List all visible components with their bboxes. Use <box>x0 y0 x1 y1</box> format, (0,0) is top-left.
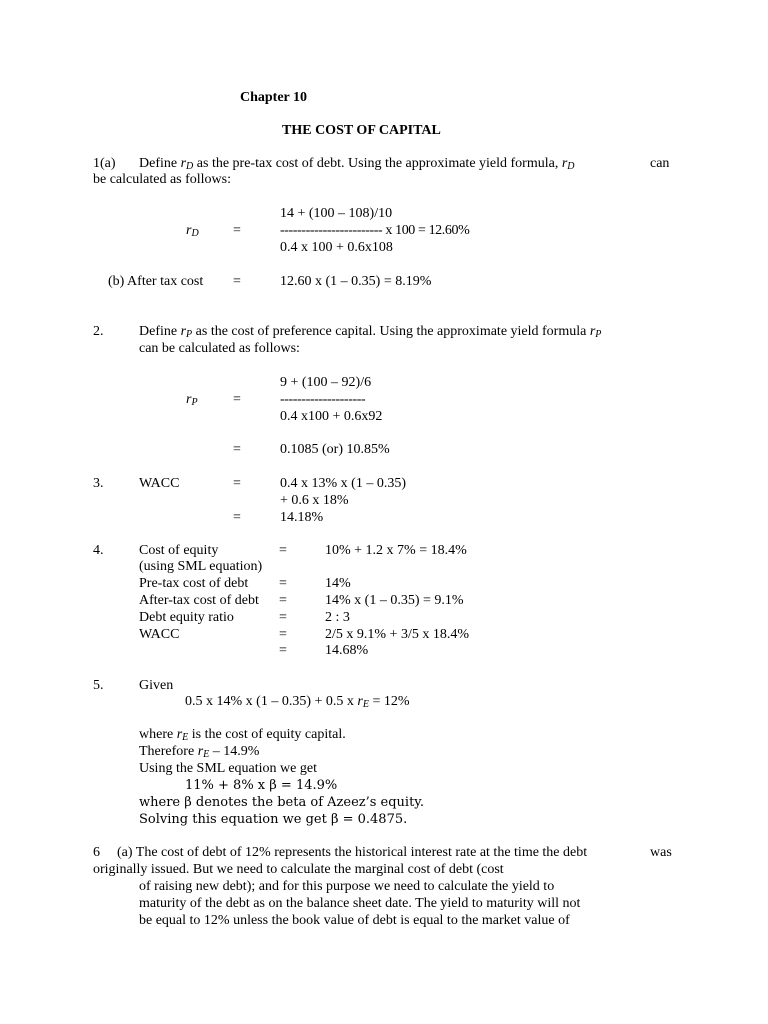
question-6-line-1-end: was <box>650 845 672 860</box>
question-2-text-line2: can be calculated as follows: <box>139 341 300 356</box>
question-2-text: Define rP as the cost of preference capital. Using the approximate yield formula rP <box>139 324 602 340</box>
row-value: 2 : 3 <box>325 610 350 625</box>
row-value: 2/5 x 9.1% + 3/5 x 18.4% <box>325 627 469 642</box>
variable-rd: rD <box>186 223 199 239</box>
formula-divider: ------------------------ x 100 = 12.60% <box>280 223 470 238</box>
equals-sign: = <box>279 593 287 608</box>
question-6-line-4: maturity of the debt as on the balance sheet date. The yield to maturity will not <box>139 896 581 911</box>
row-value: 14.68% <box>325 643 369 658</box>
formula-result: 0.1085 (or) 10.85% <box>280 442 390 457</box>
sml-line: Using the SML equation we get <box>139 761 317 776</box>
formula-denominator: 0.4 x 100 + 0.6x108 <box>280 240 393 255</box>
question-number: 5. <box>93 678 104 693</box>
equals-sign: = <box>233 442 241 457</box>
equals-sign: = <box>279 543 287 558</box>
row-label: After-tax cost of debt <box>139 593 259 608</box>
formula-denominator: 0.4 x100 + 0.6x92 <box>280 409 383 424</box>
therefore-line: Therefore rE – 14.9% <box>139 744 260 760</box>
equals-sign: = <box>233 476 241 491</box>
question-number: 4. <box>93 543 104 558</box>
question-6-line-3: of raising new debt); and for this purpose we need to calculate the yield to <box>139 879 555 894</box>
page-title: THE COST OF CAPITAL <box>282 123 441 138</box>
given-equation: 0.5 x 14% x (1 – 0.35) + 0.5 x rE = 12% <box>185 694 410 710</box>
row-value: 14% <box>325 576 351 591</box>
row-value: 10% + 1.2 x 7% = 18.4% <box>325 543 467 558</box>
where-line: where rE is the cost of equity capital. <box>139 727 346 743</box>
row-value: 14% x (1 – 0.35) = 9.1% <box>325 593 464 608</box>
wacc-line-1: 0.4 x 13% x (1 – 0.35) <box>280 476 406 491</box>
equals-sign: = <box>279 610 287 625</box>
question-6-line-5: be equal to 12% unless the book value of debt is equal to the market value of <box>139 913 570 928</box>
equals-sign: = <box>233 392 241 407</box>
question-1-can: can <box>650 156 670 171</box>
question-number: 3. <box>93 476 104 491</box>
row-label: (using SML equation) <box>139 559 263 574</box>
variable-rp: rP <box>186 392 198 408</box>
question-6-line-2: originally issued. But we need to calculate the marginal cost of debt (cost <box>93 862 504 877</box>
row-label: Cost of equity <box>139 543 219 558</box>
question-1-text-line2: be calculated as follows: <box>93 172 232 187</box>
beta-definition: where β denotes the beta of Azeez’s equity. <box>139 795 425 810</box>
chapter-heading: Chapter 10 <box>240 90 308 105</box>
formula-divider: -------------------- <box>280 392 366 407</box>
equals-sign: = <box>279 627 287 642</box>
equals-sign: = <box>233 223 241 238</box>
equals-sign: = <box>233 510 241 525</box>
wacc-result: 14.18% <box>280 510 324 525</box>
question-6-line-1: (a) The cost of debt of 12% represents the historical interest rate at the time the debt <box>117 845 588 860</box>
formula-numerator: 14 + (100 – 108)/10 <box>280 206 393 221</box>
row-label: Debt equity ratio <box>139 610 234 625</box>
row-label: WACC <box>139 627 180 642</box>
equals-sign: = <box>279 576 287 591</box>
formula-numerator: 9 + (100 – 92)/6 <box>280 375 372 390</box>
after-tax-value: 12.60 x (1 – 0.35) = 8.19% <box>280 274 432 289</box>
sml-equation: 11% + 8% x β = 14.9% <box>185 778 338 793</box>
given-label: Given <box>139 678 174 693</box>
question-number: 2. <box>93 324 104 339</box>
row-label: Pre-tax cost of debt <box>139 576 249 591</box>
after-tax-label: (b) After tax cost <box>108 274 204 289</box>
equals-sign: = <box>279 643 287 658</box>
wacc-label: WACC <box>139 476 180 491</box>
question-number: 1(a) <box>93 156 116 171</box>
question-1-text: Define rD as the pre-tax cost of debt. Using the approximate yield formula, rD <box>139 156 575 172</box>
equals-sign: = <box>233 274 241 289</box>
wacc-line-2: + 0.6 x 18% <box>280 493 349 508</box>
question-number: 6 <box>93 845 100 860</box>
beta-solution: Solving this equation we get β = 0.4875. <box>139 812 408 827</box>
